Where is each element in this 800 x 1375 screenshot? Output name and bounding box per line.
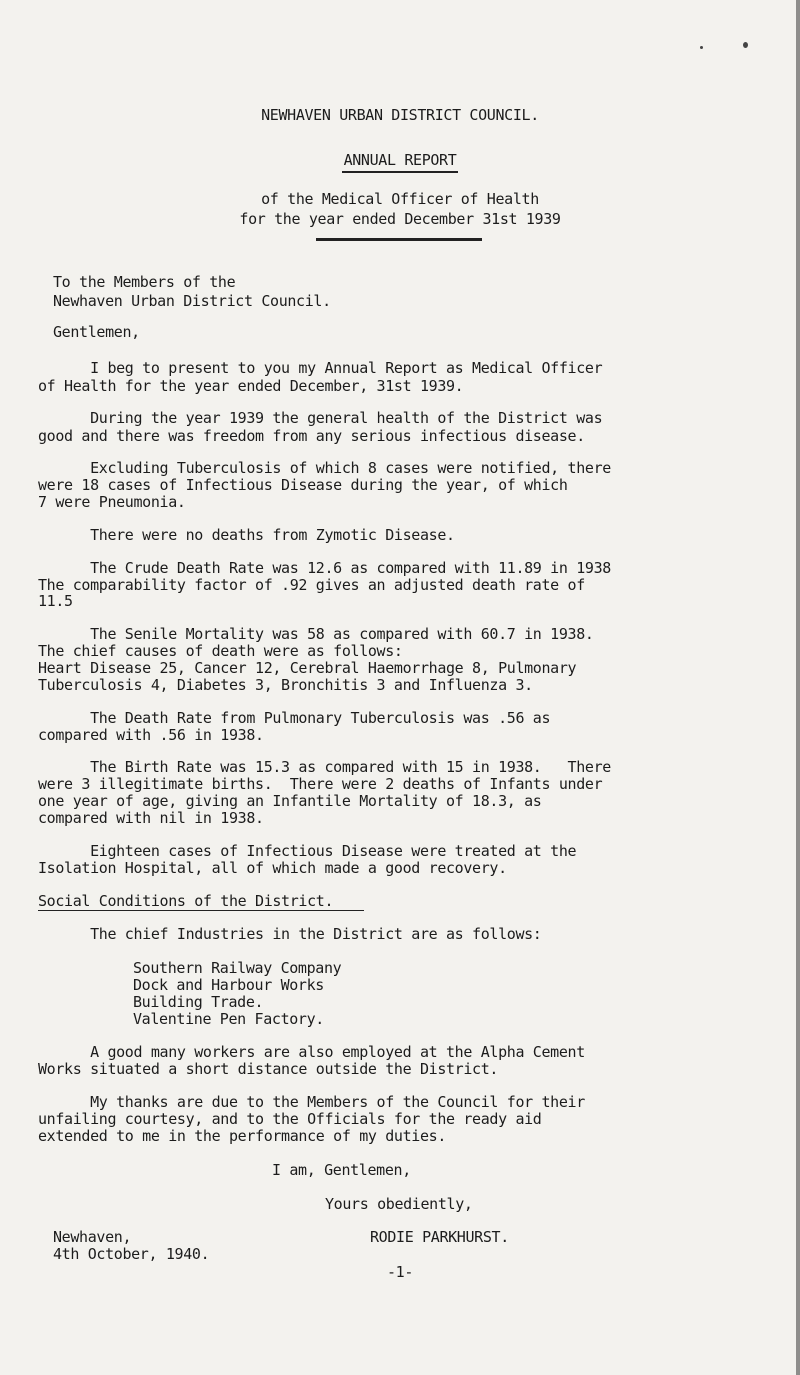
title-underline <box>342 171 458 173</box>
list-item: Valentine Pen Factory. <box>133 1010 324 1028</box>
subtitle-line-1: of the Medical Officer of Health <box>261 190 539 208</box>
scan-speck <box>700 46 703 49</box>
scan-speck <box>743 42 748 48</box>
subtitle-line-2: for the year ended December 31st 1939 <box>239 210 561 228</box>
report-title: ANNUAL REPORT <box>343 151 457 169</box>
date: 4th October, 1940. <box>53 1245 210 1263</box>
page-number: -1- <box>386 1263 414 1281</box>
closing-line-2: Yours obediently, <box>325 1195 473 1213</box>
list-item: Dock and Harbour Works <box>133 976 324 994</box>
list-item: Southern Railway Company <box>133 959 342 977</box>
address-line-2: Newhaven Urban District Council. <box>53 292 331 310</box>
section-heading-underline <box>38 910 364 911</box>
salutation: Gentlemen, <box>53 323 140 341</box>
section-heading-social-conditions: Social Conditions of the District. <box>38 892 334 910</box>
title-divider <box>316 238 482 241</box>
signatory-name: RODIE PARKHURST. <box>370 1228 509 1246</box>
closing-line-1: I am, Gentlemen, <box>272 1161 411 1179</box>
list-item: Building Trade. <box>133 993 264 1011</box>
document-page: NEWHAVEN URBAN DISTRICT COUNCIL. ANNUAL REPORT of the Medical Officer of Health for the year ended December 31st 1939 To the Members of the Newhaven Urban District Council. Gentlemen, I beg to present to you my Annual Report as Medical Officer of Health for the year ended December, 31st 1939. During the year 1939 the general health of the District was good and there was freedom from any serious infectious disease. Excluding Tuberculosis of which 8 cases were notified, there were 18 cases of Infectious Disease during the year, of which 7 were Pneumonia. There were no deaths from Zymotic Disease. The Crude Death Rate was 12.6 as compared with 11.89 in 1938 The comparability factor of .92 gives an adjusted death rate of 11.5 The Senile Mortality was 58 as compared with 60.7 in 1938. The chief causes of death were as follows: Heart Disease 25, Cancer 12, Cerebral Haemorrhage 8, Pulmonary Tuberculosis 4, Diabetes 3, Bronchitis 3 and Influenza 3. The Death Rate from Pulmonary Tuberculosis was .56 as compared with .56 in 1938. The Birth Rate was 15.3 as compared with 15 in 1938. There were 3 illegitimate births. There were 2 deaths of Infants under one year of age, giving an Infantile Mortality of 18.3, as compared with nil in 1938. Eighteen cases of Infectious Disease were treated at the Isolation Hospital, all of which made a good recovery. Social Conditions of the District. The chief Industries in the District are as follows: Southern Railway Company Dock and Harbour Works Building Trade. Valentine Pen Factory. A good many workers are also employed at the Alpha Cement Works situated a short distance outside the District. My thanks are due to the Members of the Council for their unfailing courtesy, and to the Officials for the ready aid extended to me in the performance of my duties. I am, Gentlemen, Yours obediently, RODIE PARKHURST. Newhaven, 4th October, 1940. -1- <box>0 0 800 1375</box>
council-heading: NEWHAVEN URBAN DISTRICT COUNCIL. <box>261 106 539 124</box>
place: Newhaven, <box>53 1228 132 1246</box>
address-line-1: To the Members of the <box>53 273 236 291</box>
